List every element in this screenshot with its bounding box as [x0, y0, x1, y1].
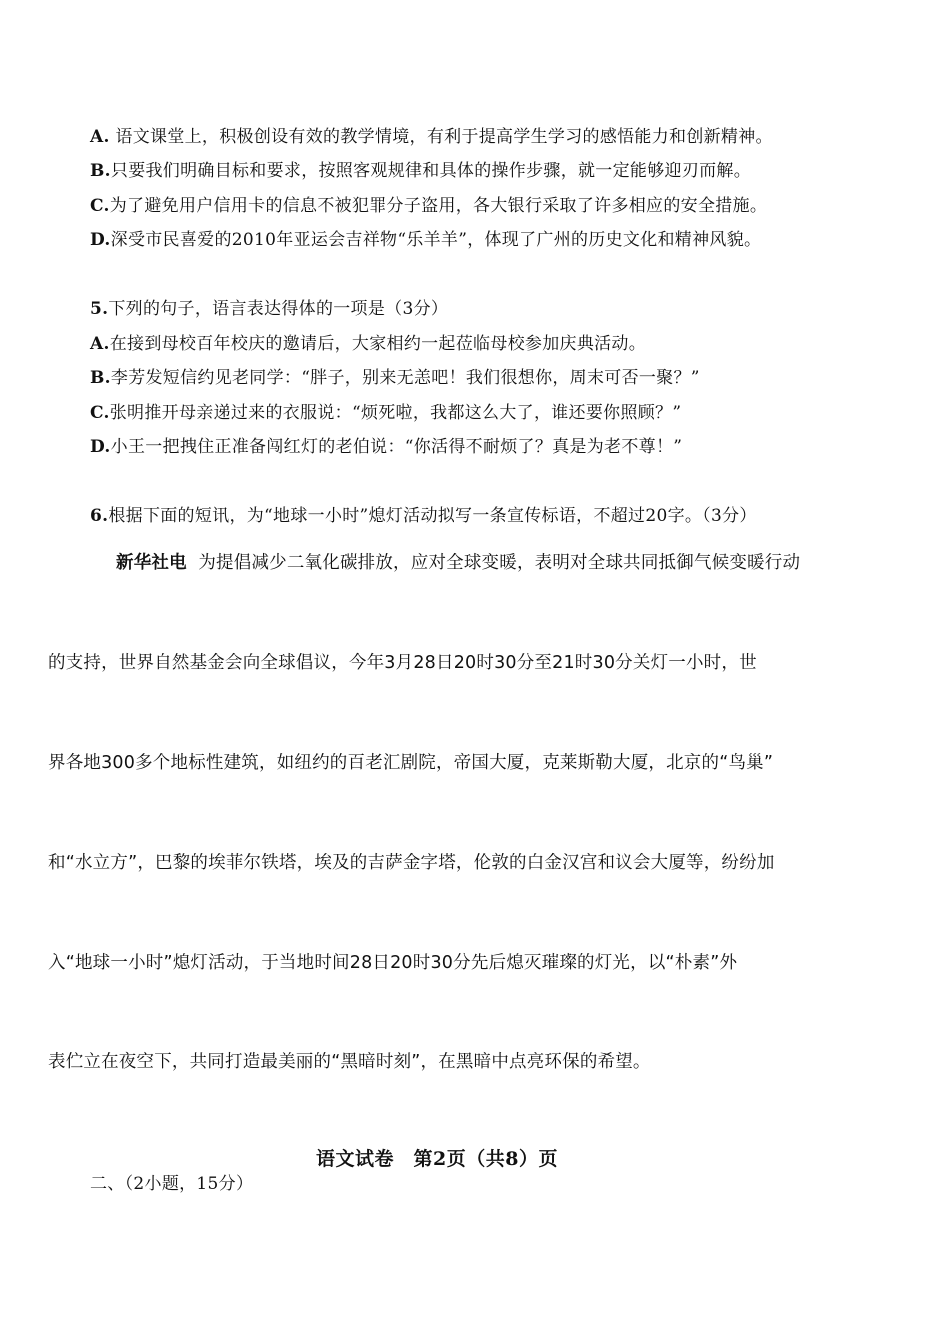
- question-text: 根据下面的短讯，为“地球一小时”熄灯活动拟写一条宣传标语，不超过20字。（3分）: [108, 506, 757, 526]
- q4-option-a: [90, 126, 773, 148]
- option-label: C.: [90, 196, 110, 216]
- q5-stem: [90, 298, 448, 320]
- passage-line-2: 的支持，世界自然基金会向全球倡议，今年3月28日20时30分至21时30分关灯一小时，世: [48, 653, 757, 673]
- option-text: 小王一把拽住正准备闯红灯的老伯说：“你活得不耐烦了？真是为老不尊！”: [110, 437, 683, 457]
- option-text: 在接到母校百年校庆的邀请后，大家相约一起莅临母校参加庆典活动。: [109, 334, 647, 354]
- option-label: C.: [90, 403, 110, 423]
- q5-option-a: [90, 333, 646, 355]
- question-number: 6.: [90, 506, 109, 526]
- q5-option-b: [90, 367, 700, 389]
- q5-option-c: [90, 402, 681, 424]
- option-text: 语文课堂上，积极创设有效的教学情境，有利于提高学生学习的感悟能力和创新精神。: [115, 127, 773, 147]
- passage-text: 为提倡减少二氧化碳排放，应对全球变暖，表明对全球共同抵御气候变暖行动: [198, 553, 801, 573]
- q6-stem: [90, 505, 757, 527]
- question-text: 下列的句子，语言表达得体的一项是（3分）: [108, 299, 449, 319]
- option-label: D.: [90, 230, 111, 250]
- option-label: B.: [90, 368, 111, 388]
- passage-line-1: [116, 552, 800, 574]
- option-text: 张明推开母亲递过来的衣服说：“烦死啦，我都这么大了，谁还要你照顾？”: [109, 403, 682, 423]
- q4-option-d: [90, 229, 761, 251]
- passage-line-6: 表伫立在夜空下，共同打造最美丽的“黑暗时刻”，在黑暗中点亮环保的希望。: [48, 1052, 651, 1072]
- q4-option-c: [90, 195, 767, 217]
- question-number: 5.: [90, 299, 109, 319]
- option-label: A.: [90, 127, 110, 147]
- passage-line-5: 入“地球一小时”熄灯活动，于当地时间28日20时30分先后熄灭璀璨的灯光，以“朴素”外: [48, 953, 738, 973]
- news-source: 新华社电: [116, 553, 187, 573]
- option-text: 只要我们明确目标和要求，按照客观规律和具体的操作步骤，就一定能够迎刃而解。: [110, 161, 751, 181]
- page-footer: 语文试卷 第2页（共8）页: [316, 1148, 558, 1170]
- passage-line-3: 界各地300多个地标性建筑，如纽约的百老汇剧院，帝国大厦，克莱斯勒大厦，北京的“鸟巢”: [48, 753, 774, 773]
- q4-option-b: [90, 160, 751, 182]
- section-heading: 二、（2小题，15分）: [90, 1174, 254, 1194]
- option-text: 深受市民喜爱的2010年亚运会吉祥物“乐羊羊”，体现了广州的历史文化和精神风貌。: [110, 230, 762, 250]
- option-label: B.: [90, 161, 111, 181]
- option-text: 李芳发短信约见老同学：“胖子，别来无恙吧！我们很想你，周末可否一聚？”: [110, 368, 700, 388]
- option-label: A.: [90, 334, 110, 354]
- option-text: 为了避免用户信用卡的信息不被犯罪分子盗用，各大银行采取了许多相应的安全措施。: [109, 196, 768, 216]
- q5-option-d: [90, 436, 682, 458]
- option-label: D.: [90, 437, 111, 457]
- passage-line-4: 和“水立方”，巴黎的埃菲尔铁塔，埃及的吉萨金字塔，伦敦的白金汉宫和议会大厦等，纷纷加: [48, 853, 775, 873]
